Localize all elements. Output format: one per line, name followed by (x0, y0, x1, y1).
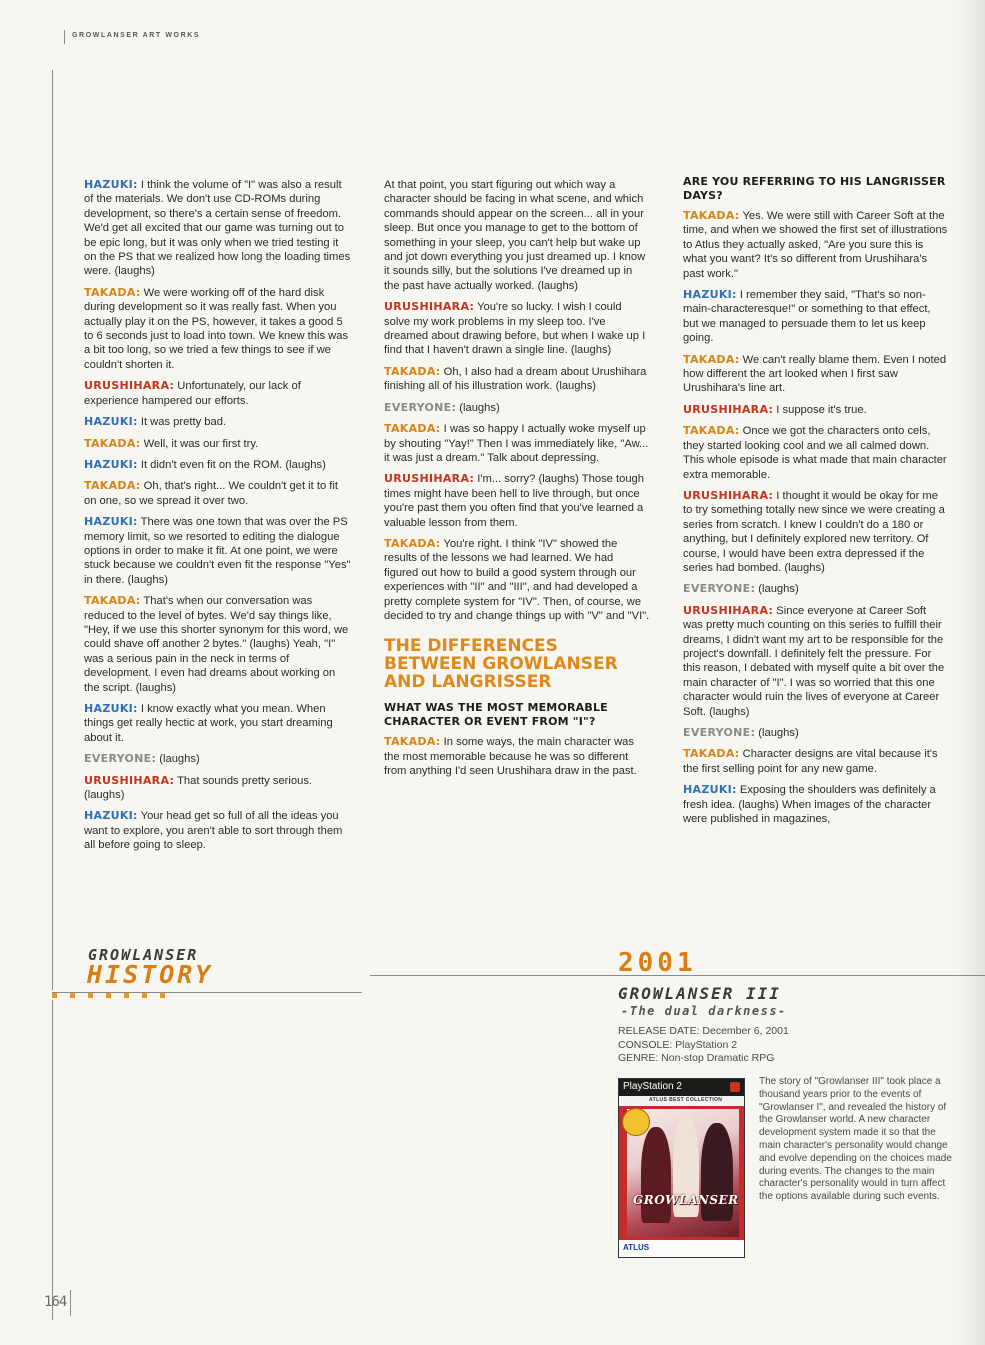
speaker-label: HAZUKI: (683, 783, 737, 797)
dialogue-text: It was pretty bad. (140, 416, 227, 429)
release-year: 2001 (618, 948, 697, 978)
dialogue-entry (683, 726, 949, 740)
dialogue-text: You're right. I think "IV" showed the results of the lessons we had learned. We had figured out how to build a good system through our experiences with "II" and "III", and had developed a pretty complete system for "IV". Then, of course, we decided to try and change things up with "V" and "VI". (384, 537, 650, 622)
dialogue-text: Character designs are vital because it's the first selling point for any new game. (683, 748, 938, 775)
page-number: 164 (44, 1294, 67, 1310)
dialogue-entry (384, 300, 650, 358)
dialogue-text: I remember they said, "That's so non-main-characteresque!" or something to that effect, but we managed to persuade them to let us keep going. (683, 289, 931, 345)
dialogue-entry (84, 458, 352, 472)
dialogue-entry (384, 401, 650, 415)
dialogue-text: Exposing the shoulders was definitely a fresh idea. (laughs) When images of the character were published in magazines, (683, 784, 936, 826)
dot-marker (70, 993, 75, 998)
speaker-label: EVERYONE: (683, 582, 756, 596)
dialogue-entry (84, 286, 352, 372)
dialogue-text: That sounds pretty serious. (laughs) (84, 774, 313, 802)
speaker-label: TAKADA: (84, 436, 141, 450)
cover-platform-label: PlayStation 2 (623, 1081, 682, 1092)
speaker-label: TAKADA: (84, 594, 141, 608)
dialogue-entry (683, 209, 949, 281)
dialogue-entry (84, 379, 352, 408)
dialogue-entry (84, 515, 352, 587)
dialogue-text: That's when our conversation was reduced to the level of bytes. We'd say things like, "Hey, if we use this shorter synonym for this word, we could shave off another 2 bytes." (laughs) Yeah, "I" was a serious pain in the neck in terms of development. I even had dreams about working on the script. (laughs) (84, 595, 349, 694)
speaker-label: HAZUKI: (84, 415, 138, 429)
dialogue-entry (384, 365, 650, 394)
interview-question: ARE YOU REFERRING TO HIS LANGRISSER DAYS? (683, 175, 946, 202)
speaker-label: TAKADA: (683, 352, 740, 366)
speaker-label: TAKADA: (384, 364, 441, 378)
cover-footer (619, 1240, 744, 1257)
dialogue-text: I was so happy I actually woke myself up by shouting "Yay!" Then I was immediately like, "Aw... it was just a dream." Talk about depressing. (384, 423, 649, 464)
dialogue-text: Since everyone at Career Soft was pretty much counting on this series to fulfill their dreams, I didn't want my art to be responsible for the project's downfall. I definitely felt the pressure. For this reason, I debated with myself quite a bit over the main character of "I". I was so worried that this one character would ruin the lives of everyone at Career Soft. (laughs) (683, 604, 945, 718)
speaker-label: TAKADA: (683, 209, 740, 222)
interview-column-3 (683, 175, 949, 833)
cover-strip (619, 1096, 744, 1106)
dialogue-entry (84, 178, 352, 279)
cover-price-badge (622, 1108, 650, 1136)
column-2-dialogue (384, 300, 650, 623)
cover-platform-bar (619, 1079, 744, 1096)
dialogue-text: I'm... sorry? (laughs) Those tough times might have been hell to live through, but once you're past them you often find that you've learned a valuable lesson from them. (384, 473, 644, 529)
speaker-label: URUSHIHARA: (384, 300, 475, 314)
speaker-label: TAKADA: (84, 285, 141, 299)
dot-marker (52, 993, 57, 998)
column-2-intro: At that point, you start figuring out which way a character should be facing in what scene, and which commands should appear on the screen... all in your sleep. But once you manage to get to the bottom of something in your sleep, you can't help but wake up and jot down everything you just dreamed up. I know it sounds silly, but the solutions I've dreamed up in the past have actually worked. (laughs) (384, 179, 646, 292)
speaker-label: HAZUKI: (84, 809, 138, 823)
dialogue-text: Once we got the characters onto cels, they started looking cool and we all calmed down. This whole episode is what made that main character extra memorable. (683, 425, 947, 481)
frame-bottom-rule (52, 1000, 53, 1320)
speaker-label: URUSHIHARA: (683, 603, 774, 617)
dialogue-text: (laughs) (459, 401, 500, 414)
dot-marker (142, 993, 147, 998)
dialogue-entry (84, 415, 352, 429)
playstation-logo-icon (730, 1082, 740, 1092)
section-heading: THE DIFFERENCES BETWEEN GROWLANSER AND LANGRISSER (384, 636, 618, 693)
dialogue-text: I thought it would be okay for me to try something totally new since we were creating a series from scratch. I knew I couldn't do a 180 or anything, but I definitely explored new territory. Of course, I would have been extra depressed if the series had bombed. (laughs) (683, 489, 945, 574)
dialogue-entry (84, 774, 352, 803)
dialogue-text: (laughs) (159, 753, 200, 766)
dialogue-text: Oh, I also had a dream about Urushihara finishing all of his illustration work. (laughs) (384, 365, 647, 393)
dialogue-text: Yes. We were still with Career Soft at the time, and when we showed the first set of illustrations to Atlus they actually asked, "Are you sure this is what you want? It's so different from Urushihara's past work." (683, 210, 948, 280)
game-info (618, 1025, 789, 1066)
dialogue-entry (683, 582, 949, 596)
cover-strip-label: ATLUS BEST COLLECTION (649, 1097, 723, 1103)
game-cover-image (618, 1078, 745, 1258)
cover-publisher: ATLUS (623, 1243, 650, 1252)
dot-marker (160, 993, 165, 998)
dialogue-text: Well, it was our first try. (143, 437, 259, 450)
dialogue-entry (683, 604, 949, 719)
speaker-label: TAKADA: (84, 479, 141, 493)
speaker-label: URUSHIHARA: (683, 488, 774, 502)
cover-figure (641, 1127, 671, 1223)
speaker-label: TAKADA: (683, 424, 740, 438)
dialogue-entry (683, 489, 949, 575)
console: CONSOLE: PlayStation 2 (618, 1038, 738, 1051)
dialogue-entry (683, 353, 949, 396)
dialogue-text: (laughs) (758, 727, 799, 739)
frame-top-tick (64, 30, 65, 44)
interview-column-1 (84, 178, 352, 860)
frame-left-rule (52, 70, 53, 990)
release-date: RELEASE DATE: December 6, 2001 (618, 1025, 789, 1037)
speaker-label: HAZUKI: (84, 515, 138, 529)
speaker-label: HAZUKI: (84, 457, 138, 471)
dialogue-entry (84, 479, 352, 508)
speaker-label: URUSHIHARA: (84, 379, 175, 393)
dialogue-text: Your head get so full of all the ideas you want to explore, you aren't able to sort through them all before going to sleep. (84, 810, 343, 852)
speaker-label: TAKADA: (384, 422, 441, 436)
dot-marker (88, 993, 93, 998)
game-title: GROWLANSER III (618, 984, 781, 1003)
history-label-big: HISTORY (87, 960, 214, 989)
dialogue-entry (84, 437, 352, 451)
speaker-label: TAKADA: (384, 536, 441, 550)
speaker-label: TAKADA: (683, 747, 740, 761)
speaker-label: EVERYONE: (384, 400, 457, 414)
genre: GENRE: Non-stop Dramatic RPG (618, 1052, 775, 1064)
interview-column-2 (384, 178, 650, 786)
history-dots (52, 993, 165, 998)
speaker-label: HAZUKI: (84, 702, 138, 715)
dialogue-entry (84, 594, 352, 695)
dialogue-text: We can't really blame them. Even I noted how different the art looked when I first saw Urushihara's line art. (683, 353, 947, 395)
speaker-label: EVERYONE: (683, 726, 756, 739)
dialogue-text: I know exactly what you mean. When things get really hectic at work, you start dreaming about it. (84, 703, 333, 744)
dialogue-entry (384, 735, 650, 778)
dialogue-text: We were working off of the hard disk during development so it was really fast. When you actually play it on the PS, however, it takes a good 5 to 6 seconds just to load into town. We knew this was a bit too long, so we tried a few things to see if we couldn't shorten it. (84, 286, 349, 371)
dialogue-entry (84, 809, 352, 852)
dot-marker (124, 993, 129, 998)
dialogue-text: (laughs) (758, 583, 799, 596)
page-spine-shadow (957, 0, 985, 1345)
speaker-label: HAZUKI: (84, 178, 138, 191)
dialogue-entry (384, 422, 650, 465)
dialogue-text: I suppose it's true. (776, 403, 867, 416)
dialogue-text: I think the volume of "I" was also a result of the materials. We don't use CD-ROMs during development, so there's a certain sense of freedom. We'd get all excited that our game was turning out to be epic long, but it was only when we tried testing it on the PS that we realized how long the loading times were. (laughs) (84, 179, 351, 278)
dialogue-text: You're so lucky. I wish I could solve my work problems in my sleep too. I've dreamed about drawing before, but when I wake up I find that I haven't drawn a single line. (laughs) (384, 301, 646, 357)
speaker-label: URUSHIHARA: (683, 402, 774, 416)
speaker-label: URUSHIHARA: (84, 773, 175, 787)
speaker-label: URUSHIHARA: (384, 472, 475, 486)
dialogue-entry (683, 747, 949, 776)
dialogue-entry (84, 702, 352, 745)
history-label-small: GROWLANSER (88, 946, 199, 964)
dialogue-entry (384, 472, 650, 530)
dialogue-entry (384, 537, 650, 623)
dialogue-entry (683, 783, 949, 826)
speaker-label: TAKADA: (384, 735, 441, 749)
dialogue-entry (683, 288, 949, 346)
dialogue-entry (84, 752, 352, 766)
dialogue-text: It didn't even fit on the ROM. (laughs) (140, 458, 326, 471)
dot-marker (106, 993, 111, 998)
speaker-label: EVERYONE: (84, 752, 157, 766)
dialogue-text: Unfortunately, our lack of experience hampered our efforts. (84, 380, 301, 407)
speaker-label: HAZUKI: (683, 288, 737, 302)
game-description: The story of "Growlanser III" took place a thousand years prior to the events of "Growlanser I", and revealed the history of the Growlanser world. A new character development system made it so that the main character's personality would change and evolve depending on the choices made during events. The changes to the main character's personality would in turn affect the options available during such events. (759, 1076, 952, 1203)
dialogue-entry (683, 403, 949, 417)
column-3-dialogue (683, 209, 949, 826)
frame-page-tick (70, 1290, 71, 1316)
dialogue-entry (683, 424, 949, 482)
interview-question: WHAT WAS THE MOST MEMORABLE CHARACTER OR EVENT FROM "I"? (384, 701, 608, 729)
running-head: GROWLANSER ART WORKS (72, 32, 201, 39)
dialogue-text: There was one town that was over the PS memory limit, so we resorted to editing the dialogue options in order to make it fit. At one point, we were stuck because we couldn't even fit the response "Yes" in there. (laughs) (84, 516, 351, 586)
dialogue-text: In some ways, the main character was the most memorable because he was so different from anything I'd seen Urushihara draw in the past. (384, 736, 637, 778)
game-subtitle: -The dual darkness- (621, 1004, 787, 1018)
cover-title: GROWLANSER (633, 1193, 739, 1207)
dialogue-text: Oh, that's right... We couldn't get it to fit on one, so we spread it over two. (84, 480, 339, 507)
